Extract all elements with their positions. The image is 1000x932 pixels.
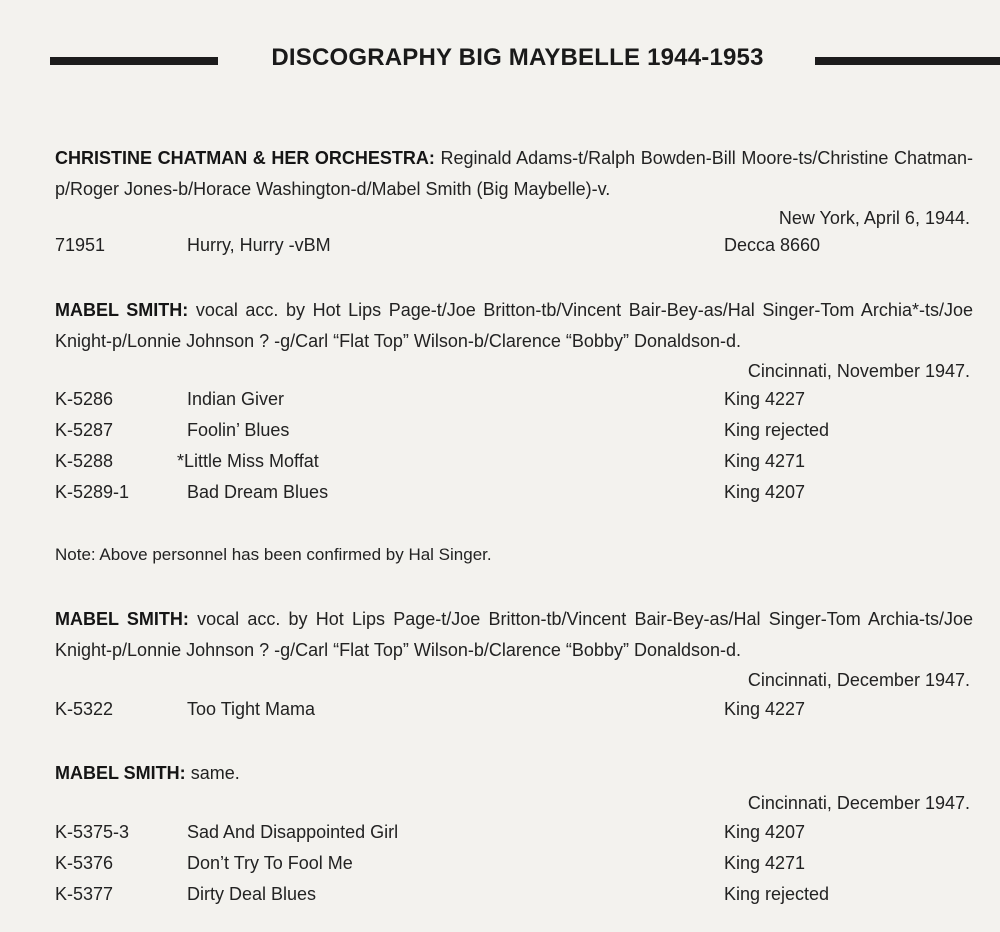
personnel-text: vocal acc. by Hot Lips Page-t/Joe Britton-tb/Vincent Bair-Bey-as/Hal Singer-Tom Archia-ts/Joe Knight-p/Lonnie Johnson ? -g/Carl “Flat Top” Wilson-b/Clarence “Bobby” Donaldson-d.: [55, 609, 973, 660]
session-place-date: Cincinnati, December 1947.: [747, 670, 970, 690]
session-lead: MABEL SMITH:: [55, 763, 186, 783]
session-lead: MABEL SMITH:: [55, 300, 189, 320]
track-title: Sad And Disappointed Girl: [187, 822, 399, 842]
track-row: [0, 235, 1000, 265]
track-title: Don’t Try To Fool Me: [187, 853, 353, 873]
track-row: [0, 420, 1000, 450]
matrix-number: K-5288: [55, 451, 114, 471]
matrix-number: 71951: [55, 235, 106, 255]
matrix-number: K-5289-1: [55, 482, 130, 502]
record-label: King 4227: [724, 699, 806, 719]
track-title: Bad Dream Blues: [187, 482, 329, 502]
session-personnel: [55, 758, 973, 789]
session-personnel: [55, 143, 973, 205]
session-place-date: Cincinnati, November 1947.: [747, 361, 970, 381]
track-row: [0, 451, 1000, 481]
record-label: King 4227: [724, 389, 806, 409]
track-title: Foolin’ Blues: [187, 420, 290, 440]
record-label: King 4271: [724, 853, 806, 873]
header-rule-left: [50, 57, 218, 65]
record-label: King rejected: [724, 420, 830, 440]
track-row: [0, 822, 1000, 852]
session-lead: CHRISTINE CHATMAN & HER ORCHESTRA:: [55, 148, 435, 168]
track-title: Too Tight Mama: [187, 699, 316, 719]
matrix-number: K-5322: [55, 699, 114, 719]
track-title: Indian Giver: [187, 389, 285, 409]
matrix-number: K-5375-3: [55, 822, 130, 842]
session-note: Note: Above personnel has been confirmed by Hal Singer.: [55, 545, 492, 564]
session-personnel: [55, 604, 973, 666]
record-label: King rejected: [724, 884, 830, 904]
session-lead: MABEL SMITH:: [55, 609, 189, 629]
session-place-date: Cincinnati, December 1947.: [747, 793, 970, 813]
record-label: King 4207: [724, 822, 806, 842]
record-label: King 4271: [724, 451, 806, 471]
track-title: *Little Miss Moffat: [177, 451, 319, 471]
track-row: [0, 389, 1000, 419]
personnel-text: vocal acc. by Hot Lips Page-t/Joe Britton-tb/Vincent Bair-Bey-as/Hal Singer-Tom Archia*-ts/Joe Knight-p/Lonnie Johnson ? -g/Carl “Flat Top” Wilson-b/Clarence “Bobby” Donaldson-d.: [55, 300, 973, 351]
matrix-number: K-5376: [55, 853, 114, 873]
personnel-text: Reginald Adams-t/Ralph Bowden-Bill Moore-ts/Christine Chatman-p/Roger Jones-b/Horace Washington-d/Mabel Smith (Big Maybelle)-v.: [55, 148, 973, 199]
track-row: [0, 699, 1000, 729]
session-place-date: New York, April 6, 1944.: [778, 208, 970, 228]
track-row: [0, 853, 1000, 883]
track-row: [0, 884, 1000, 914]
header-rule-right: [815, 57, 1000, 65]
session-personnel: [55, 295, 973, 357]
page-title: DISCOGRAPHY BIG MAYBELLE 1944-1953: [271, 44, 764, 71]
matrix-number: K-5287: [55, 420, 114, 440]
track-row: [0, 482, 1000, 512]
matrix-number: K-5377: [55, 884, 114, 904]
record-label: King 4207: [724, 482, 806, 502]
personnel-text: same.: [190, 763, 240, 783]
matrix-number: K-5286: [55, 389, 114, 409]
track-title: Hurry, Hurry -vBM: [187, 235, 331, 255]
record-label: Decca 8660: [724, 235, 821, 255]
track-title: Dirty Deal Blues: [187, 884, 317, 904]
